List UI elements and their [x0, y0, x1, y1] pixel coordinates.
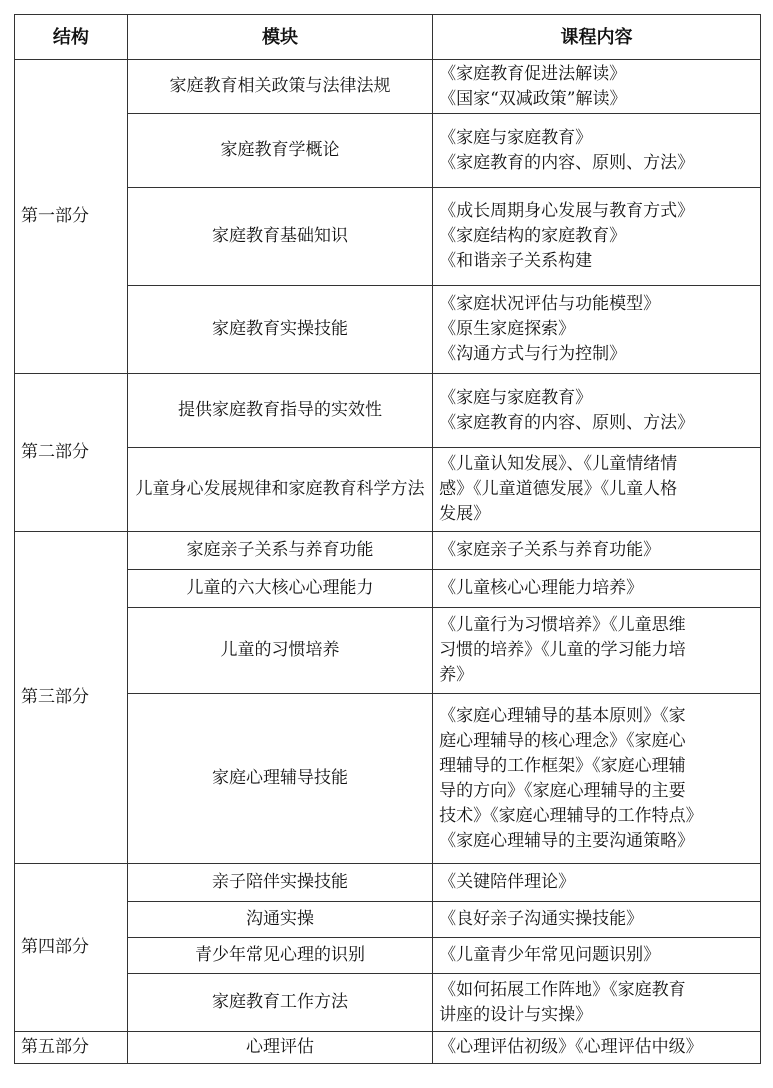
course-content-line: 《和谐亲子关系构建 — [439, 251, 593, 271]
course-content-cell — [433, 938, 761, 974]
course-content-line: 《家庭教育的内容、原则、方法》 — [439, 412, 695, 433]
course-content-line: 《家庭心理辅导的基本原则》《家 — [439, 705, 686, 726]
part-label: 第三部分 — [15, 532, 128, 864]
course-content-cell — [433, 570, 761, 608]
course-content-line: 《家庭与家庭教育》 — [439, 387, 593, 408]
module-cell: 家庭教育学概论 — [127, 114, 432, 188]
course-content-line: 《儿童行为习惯培养》《儿童思维 — [439, 615, 686, 635]
course-content-line: 导的方向》《家庭心理辅导的主要 — [439, 780, 686, 801]
course-content-cell — [433, 114, 761, 188]
course-content-cell — [433, 286, 761, 374]
module-cell: 家庭亲子关系与养育功能 — [127, 532, 432, 570]
course-content-cell — [433, 864, 761, 902]
course-content-line: 《儿童青少年常见问题识别》 — [439, 945, 661, 965]
table-row — [15, 694, 761, 864]
part-label: 第二部分 — [15, 374, 128, 532]
course-content-line: 《家庭教育促进法解读》 — [439, 63, 627, 84]
course-content-cell — [433, 448, 761, 532]
part-label: 第五部分 — [15, 1032, 128, 1064]
module-cell: 家庭教育工作方法 — [127, 974, 432, 1032]
course-content-cell — [433, 974, 761, 1032]
course-content-cell — [433, 694, 761, 864]
course-content-line: 《家庭结构的家庭教育》 — [439, 226, 627, 246]
table-row — [15, 902, 761, 938]
course-content-cell — [433, 902, 761, 938]
header-row — [15, 15, 761, 60]
table-row — [15, 974, 761, 1032]
course-content-line: 《家庭心理辅导的主要沟通策略》 — [439, 830, 695, 851]
header-module: 模块 — [127, 15, 432, 60]
module-cell: 家庭心理辅导技能 — [127, 694, 432, 864]
course-content-cell — [433, 532, 761, 570]
table-row — [15, 864, 761, 902]
table-row — [15, 188, 761, 286]
course-content-line: 讲座的设计与实操》 — [439, 1004, 593, 1025]
course-content-line: 《良好亲子沟通实操技能》 — [439, 909, 644, 929]
course-content-line: 《儿童核心心理能力培养》 — [439, 578, 644, 598]
course-content-cell — [433, 1032, 761, 1064]
course-content-line: 《关键陪伴理论》 — [439, 872, 576, 892]
module-cell: 青少年常见心理的识别 — [127, 938, 432, 974]
table-row — [15, 938, 761, 974]
course-content-line: 理辅导的工作框架》《家庭心理辅 — [439, 755, 686, 776]
course-content-cell — [433, 60, 761, 114]
module-cell: 儿童的习惯培养 — [127, 608, 432, 694]
course-content-line: 《成长周期身心发展与教育方式》 — [439, 201, 695, 221]
course-content-line: 《家庭亲子关系与养育功能》 — [439, 540, 661, 560]
course-content-line: 《家庭状况评估与功能模型》 — [439, 294, 661, 314]
course-content-line: 《家庭教育的内容、原则、方法》 — [439, 152, 695, 173]
course-content-cell — [433, 188, 761, 286]
header-content: 课程内容 — [433, 15, 761, 60]
module-cell: 提供家庭教育指导的实效性 — [127, 374, 432, 448]
table-row — [15, 114, 761, 188]
course-content-line: 《家庭与家庭教育》 — [439, 127, 593, 148]
course-content-line: 《儿童认知发展》、《儿童情绪情 — [439, 454, 678, 474]
table-row — [15, 374, 761, 448]
module-cell: 心理评估 — [127, 1032, 432, 1064]
part-label: 第四部分 — [15, 864, 128, 1032]
module-cell: 儿童身心发展规律和家庭教育科学方法 — [127, 448, 432, 532]
module-cell: 家庭教育相关政策与法律法规 — [127, 60, 432, 114]
course-content-line: 发展》 — [439, 504, 491, 524]
course-content-cell — [433, 608, 761, 694]
course-content-line: 《如何拓展工作阵地》《家庭教育 — [439, 979, 686, 1000]
table-row — [15, 532, 761, 570]
course-content-line: 技术》《家庭心理辅导的工作特点》 — [439, 805, 703, 826]
table-row — [15, 570, 761, 608]
module-cell: 儿童的六大核心心理能力 — [127, 570, 432, 608]
course-content-line: 感》《儿童道德发展》《儿童人格 — [439, 479, 678, 499]
module-cell: 亲子陪伴实操技能 — [127, 864, 432, 902]
curriculum-table — [14, 14, 761, 1064]
part-label: 第一部分 — [15, 60, 128, 374]
course-content-line: 《心理评估初级》《心理评估中级》 — [439, 1037, 703, 1057]
course-content-line: 习惯的培养》《儿童的学习能力培 — [439, 640, 686, 660]
table-row — [15, 448, 761, 532]
module-cell: 沟通实操 — [127, 902, 432, 938]
module-cell: 家庭教育基础知识 — [127, 188, 432, 286]
course-content-line: 养》 — [439, 665, 474, 685]
course-content-cell — [433, 374, 761, 448]
course-content-line: 《沟通方式与行为控制》 — [439, 344, 627, 364]
header-structure: 结构 — [15, 15, 128, 60]
course-content-line: 《原生家庭探索》 — [439, 319, 576, 339]
table-row — [15, 1032, 761, 1064]
table-row — [15, 608, 761, 694]
table-row — [15, 286, 761, 374]
course-content-line: 《国家“双减政策”解读》 — [439, 88, 627, 109]
course-content-line: 庭心理辅导的核心理念》《家庭心 — [439, 730, 686, 751]
table-row — [15, 60, 761, 114]
module-cell: 家庭教育实操技能 — [127, 286, 432, 374]
